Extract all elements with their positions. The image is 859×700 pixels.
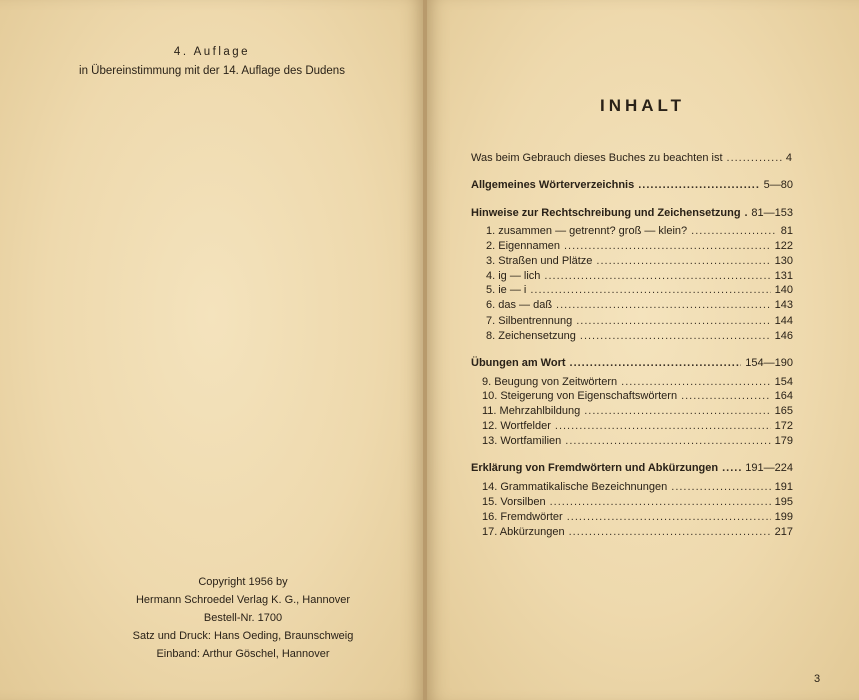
- toc-item: [482, 526, 793, 538]
- toc-item: [482, 496, 793, 508]
- toc-page: 81—153: [751, 207, 793, 219]
- toc-leader: [576, 315, 770, 327]
- toc-page: 179: [774, 435, 793, 447]
- toc-page: 191: [774, 481, 793, 493]
- toc-page: 172: [774, 420, 793, 432]
- toc-label: 13. Wortfamilien: [482, 435, 562, 447]
- toc-label: 16. Fremdwörter: [482, 511, 563, 523]
- toc-label: Erklärung von Fremdwörtern und Abkürzungen: [471, 462, 719, 474]
- edition-note: in Übereinstimmung mit der 14. Auflage des Dudens: [79, 65, 345, 77]
- binding-line: Einband: Arthur Göschel, Hannover: [156, 648, 330, 660]
- toc-page: 154: [774, 376, 793, 388]
- order-number-line: Bestell-Nr. 1700: [203, 612, 283, 624]
- toc-item: [482, 481, 793, 493]
- toc-entry-intro: [471, 152, 792, 164]
- toc-page: 143: [774, 299, 793, 311]
- toc-label: 11. Mehrzahlbildung: [482, 405, 581, 417]
- toc-page: 140: [774, 284, 793, 296]
- toc-leader: [567, 511, 771, 523]
- toc-item: [486, 299, 793, 311]
- toc-leader: [691, 225, 777, 237]
- toc-label: 4. ig — lich: [486, 270, 541, 282]
- toc-label: Was beim Gebrauch dieses Buches zu beachten ist: [471, 152, 723, 164]
- toc-label: Hinweise zur Rechtschreibung und Zeichensetzung: [471, 207, 741, 219]
- toc-page: 165: [774, 405, 793, 417]
- edition-line: 4. Auflage: [173, 46, 251, 58]
- publisher-line: Hermann Schroedel Verlag K. G., Hannover: [135, 594, 350, 606]
- toc-label: 9. Beugung von Zeitwörtern: [482, 376, 618, 388]
- toc-leader: [681, 390, 771, 402]
- toc-label: 6. das — daß: [486, 299, 553, 311]
- toc-leader: [722, 462, 741, 474]
- toc-leader: [569, 526, 771, 538]
- toc-page: 144: [774, 315, 793, 327]
- toc-page: 195: [774, 496, 793, 508]
- toc-item: [482, 405, 793, 417]
- toc-leader: [564, 240, 771, 252]
- printer-line: Satz und Druck: Hans Oeding, Braunschweig: [132, 630, 354, 642]
- toc-section-2: [471, 207, 793, 219]
- toc-item: [486, 255, 793, 267]
- toc-page: 131: [774, 270, 793, 282]
- toc-item: [482, 511, 793, 523]
- toc-label: 8. Zeichensetzung: [486, 330, 576, 342]
- toc-leader: [530, 284, 770, 296]
- toc-section-1: [471, 179, 793, 191]
- toc-item: [482, 390, 793, 402]
- toc-page: 217: [774, 526, 793, 538]
- toc-label: 15. Vorsilben: [482, 496, 546, 508]
- toc-label: 7. Silbentrennung: [486, 315, 573, 327]
- toc-leader: [727, 152, 782, 164]
- toc-page: 130: [774, 255, 793, 267]
- toc-item: [486, 330, 793, 342]
- toc-section-4: [471, 462, 793, 474]
- toc-item: [486, 315, 793, 327]
- toc-label: 3. Straßen und Plätze: [486, 255, 593, 267]
- toc-label: Allgemeines Wörterverzeichnis: [471, 179, 635, 191]
- toc-item: [482, 420, 793, 432]
- toc-page: 146: [774, 330, 793, 342]
- toc-item: [486, 240, 793, 252]
- copyright-line: Copyright 1956 by: [198, 576, 288, 588]
- toc-label: Übungen am Wort: [471, 357, 566, 369]
- toc-leader: [555, 420, 771, 432]
- toc-leader: [621, 376, 771, 388]
- toc-item: [482, 435, 793, 447]
- toc-page: 81: [780, 225, 793, 237]
- toc-page: 199: [774, 511, 793, 523]
- toc-label: 5. ie — i: [486, 284, 527, 296]
- toc-label: 14. Grammatikalische Bezeichnungen: [482, 481, 668, 493]
- toc-item: [486, 225, 793, 237]
- toc-leader: [570, 357, 742, 369]
- toc-item: [482, 376, 793, 388]
- toc-page: 5—80: [763, 179, 793, 191]
- toc-item: [486, 284, 793, 296]
- colophon: [0, 573, 486, 663]
- toc-label: 1. zusammen — getrennt? groß — klein?: [486, 225, 688, 237]
- toc-leader: [596, 255, 770, 267]
- page-number: 3: [814, 673, 821, 685]
- toc-leader: [580, 330, 771, 342]
- toc-leader: [584, 405, 770, 417]
- toc-leader: [638, 179, 759, 191]
- toc-leader: [565, 435, 770, 447]
- toc-label: 17. Abkürzungen: [482, 526, 565, 538]
- toc-label: 10. Steigerung von Eigenschaftswörtern: [482, 390, 678, 402]
- toc-page: 154—190: [745, 357, 793, 369]
- toc-item: [486, 270, 793, 282]
- toc-leader: [556, 299, 771, 311]
- toc-leader: [671, 481, 770, 493]
- toc-leader: [745, 207, 748, 219]
- toc-page: 164: [774, 390, 793, 402]
- toc-page: 122: [774, 240, 793, 252]
- toc-page: 4: [785, 152, 792, 164]
- toc-label: 12. Wortfelder: [482, 420, 551, 432]
- toc-leader: [550, 496, 771, 508]
- toc-leader: [544, 270, 770, 282]
- toc-section-3: [471, 357, 793, 369]
- toc-label: 2. Eigennamen: [486, 240, 560, 252]
- toc-page: 191—224: [745, 462, 793, 474]
- page-title: INHALT: [599, 96, 686, 115]
